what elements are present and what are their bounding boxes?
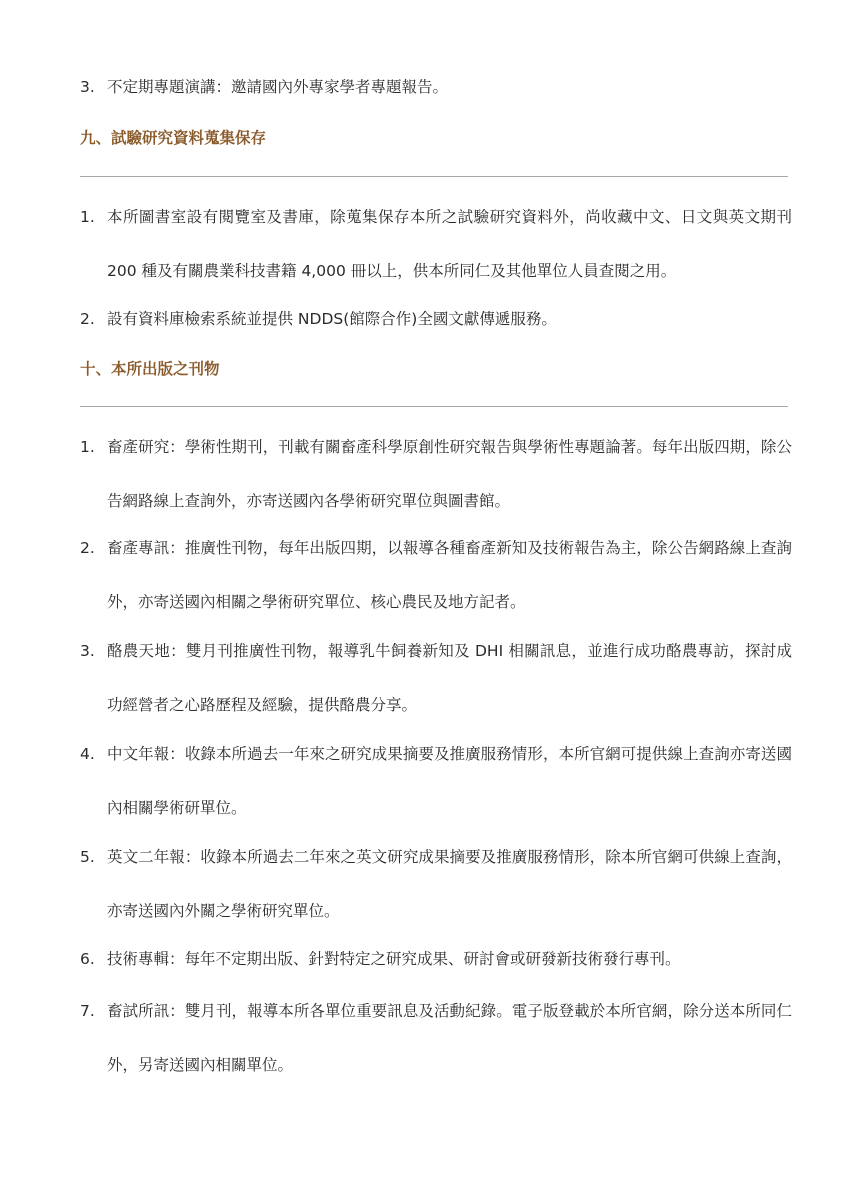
item-text: 畜產研究：學術性期刊，刊載有關畜產科學原創性研究報告與學術性專題論著。每年出版四期，除公告網路線上查詢外，亦寄送國內各學術研究單位與圖書館。: [107, 438, 792, 510]
item-text: 不定期專題演講：邀請國內外專家學者專題報告。: [107, 78, 449, 96]
item-number: 2.: [80, 310, 95, 328]
section-heading: 十、本所出版之刊物: [80, 360, 220, 378]
item-number: 4.: [80, 745, 95, 763]
item-text: 本所圖書室設有閱覽室及書庫，除蒐集保存本所之試驗研究資料外，尚收藏中文、日文與英文期刊 200 種及有關農業科技書籍 4,000 冊以上，供本所同仁及其他單位人員查閱之用。: [107, 208, 792, 280]
list-item: [80, 521, 792, 629]
list-item: [80, 292, 792, 346]
list-item: [80, 727, 792, 835]
divider: [80, 406, 788, 407]
list-item: [80, 984, 792, 1092]
item-number: 3.: [80, 642, 95, 660]
list-item: [80, 60, 792, 114]
item-number: 2.: [80, 539, 95, 557]
item-number: 7.: [80, 1002, 95, 1020]
item-text: 畜試所訊：雙月刊，報導本所各單位重要訊息及活動紀錄。電子版登載於本所官網，除分送本所同仁外，另寄送國內相關單位。: [107, 1002, 792, 1074]
list-item: [80, 830, 792, 938]
item-number: 1.: [80, 438, 95, 456]
item-text: 酪農天地：雙月刊推廣性刊物，報導乳牛飼養新知及 DHI 相關訊息，並進行成功酪農專訪，探討成功經營者之心路歷程及經驗，提供酪農分享。: [107, 642, 792, 714]
divider: [80, 176, 788, 177]
item-number: 1.: [80, 208, 95, 226]
item-number: 5.: [80, 848, 95, 866]
section-heading: 九、試驗研究資料蒐集保存: [80, 129, 267, 147]
list-item: [80, 420, 792, 528]
item-number: 6.: [80, 950, 95, 968]
item-text: 設有資料庫檢索系統並提供 NDDS(館際合作)全國文獻傳遞服務。: [107, 310, 557, 328]
item-text: 中文年報：收錄本所過去一年來之研究成果摘要及推廣服務情形，本所官網可提供線上查詢亦寄送國內相關學術研單位。: [107, 745, 792, 817]
list-item: [80, 932, 792, 986]
list-item: [80, 624, 792, 732]
item-number: 3.: [80, 78, 95, 96]
list-item: [80, 190, 792, 298]
item-text: 畜產專訊：推廣性刊物，每年出版四期，以報導各種畜產新知及技術報告為主，除公告網路線上查詢外，亦寄送國內相關之學術研究單位、核心農民及地方記者。: [107, 539, 792, 611]
item-text: 英文二年報：收錄本所過去二年來之英文研究成果摘要及推廣服務情形，除本所官網可供線上查詢，亦寄送國內外關之學術研究單位。: [107, 848, 792, 920]
item-text: 技術專輯：每年不定期出版、針對特定之研究成果、研討會或研發新技術發行專刊。: [107, 950, 681, 968]
